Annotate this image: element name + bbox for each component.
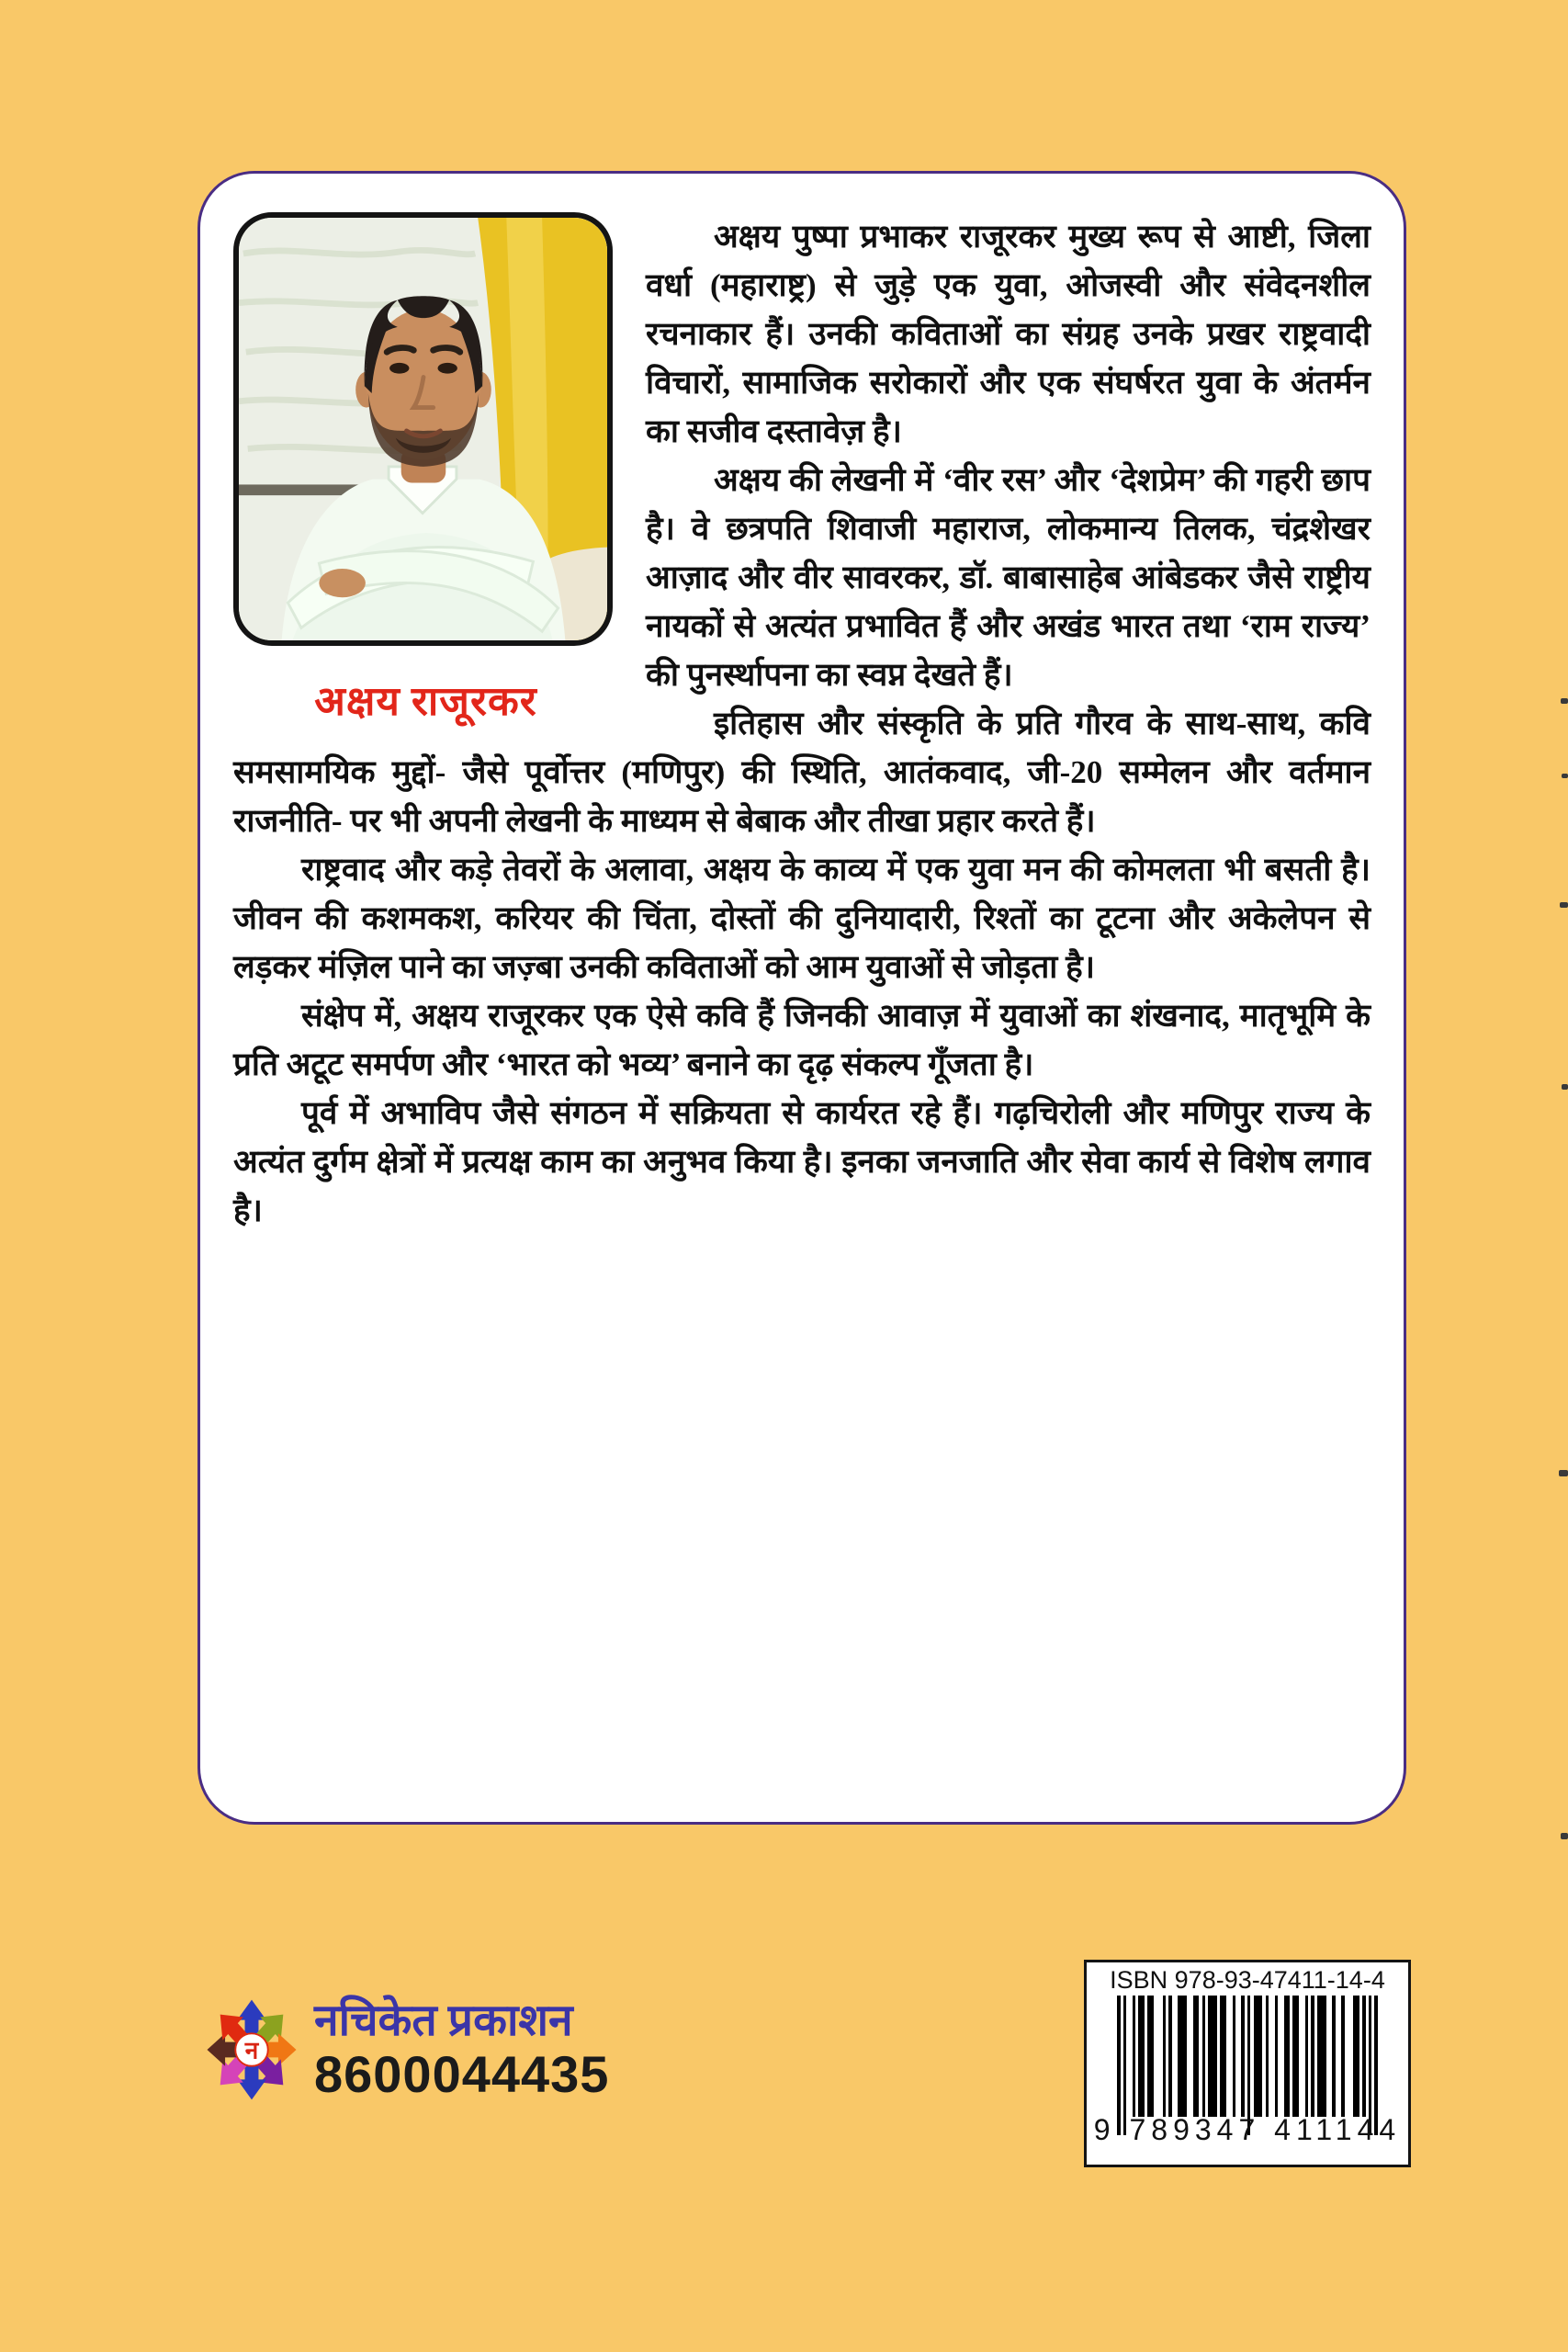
author-photo-figure xyxy=(233,212,618,727)
author-name-caption: अक्षय राजूरकर xyxy=(314,679,537,724)
bio-paragraph-5: संक्षेप में, अक्षय राजूरकर एक ऐसे कवि हैं जिनकी आवाज़ में युवाओं का शंखनाद, मातृभूमि के प्रति अटूट समर्पण और ‘भारत को भव्य’ बनाने का दृढ़ संकल्प गूँजता है। xyxy=(233,998,1371,1082)
bio-paragraph-1: अक्षय पुष्पा प्रभाकर राजूरकर मुख्य रूप से आष्टी, जिला वर्धा (महाराष्ट्र) से जुड़े एक युवा, ओजस्वी और संवेदनशील रचनाकार हैं। उनकी कविताओं का संग्रह उनके प्रखर राष्ट्रवादी विचारों, सामाजिक सरोकारों और एक संघर्षरत युवा के अंतर्मन का सजीव दस्तावेज़ है। xyxy=(646,219,1371,449)
spine-text-fragment xyxy=(1561,1833,1568,1839)
author-photo xyxy=(233,212,613,646)
author-bio-panel xyxy=(197,171,1406,1825)
author-photo-illustration xyxy=(239,218,607,640)
spine-text-fragment xyxy=(1560,902,1568,908)
bio-paragraph-3: इतिहास और संस्कृति के प्रति गौरव के साथ-साथ, कवि समसामयिक मुद्दों- जैसे पूर्वोत्तर (मणिपुर) की स्थिति, आतंकवाद, जी-20 सम्मेलन और वर्तमान राजनीति- पर भी अपनी लेखनी के माध्यम से बेबाक और तीखा प्रहार करते हैं। xyxy=(233,706,1371,839)
publisher-name: नचिकेत प्रकाशन xyxy=(314,1996,573,2045)
publisher-phone: 8600044435 xyxy=(314,2045,610,2103)
bio-paragraph-2: अक्षय की लेखनी में ‘वीर रस’ और ‘देशप्रेम’ की गहरी छाप है। वे छत्रपति शिवाजी महाराज, लोकमान्य तिलक, चंद्रशेखर आज़ाद और वीर सावरकर, डॉ. बाबासाहेब आंबेडकर जैसे राष्ट्रीय नायकों से अत्यंत प्रभावित हैं और अखंड भारत तथा ‘राम राज्य’ की पुनर्स्थापना का स्वप्न देखते हैं। xyxy=(646,462,1371,693)
bio-paragraph-4: राष्ट्रवाद और कड़े तेवरों के अलावा, अक्षय के काव्य में एक युवा मन की कोमलता भी बसती है। जीवन की कशमकश, करियर की चिंता, दोस्तों की दुनियादारी, रिश्तों का टूटना और अकेलेपन से लड़कर मंज़िल पाने का जज़्बा उनकी कविताओं को आम युवाओं से जोड़ता है। xyxy=(233,852,1371,985)
isbn-label: ISBN 978-93-47411-14-4 xyxy=(1110,1966,1385,1994)
svg-text:न: न xyxy=(244,2037,259,2064)
spine-text-fragment xyxy=(1561,698,1568,704)
publisher-text xyxy=(314,1996,609,2103)
spine-text-fragment xyxy=(1562,774,1568,778)
isbn-digits: 9 789347 411144 xyxy=(1093,2113,1402,2146)
spine-text-fragment xyxy=(1559,1470,1568,1476)
publisher-block xyxy=(200,1992,609,2108)
publisher-logo-icon xyxy=(200,1992,303,2108)
spine-text-fragment xyxy=(1562,1084,1568,1090)
bio-paragraph-6: पूर्व में अभाविप जैसे संगठन में सक्रियता से कार्यरत रहे हैं। गढ़चिरोली और मणिपुर राज्य के अत्यंत दुर्गम क्षेत्रों में प्रत्यक्ष काम का अनुभव किया है। इनका जनजाति और सेवा कार्य से विशेष लगाव है। xyxy=(233,1095,1371,1228)
isbn-barcode-box xyxy=(1084,1960,1411,2167)
